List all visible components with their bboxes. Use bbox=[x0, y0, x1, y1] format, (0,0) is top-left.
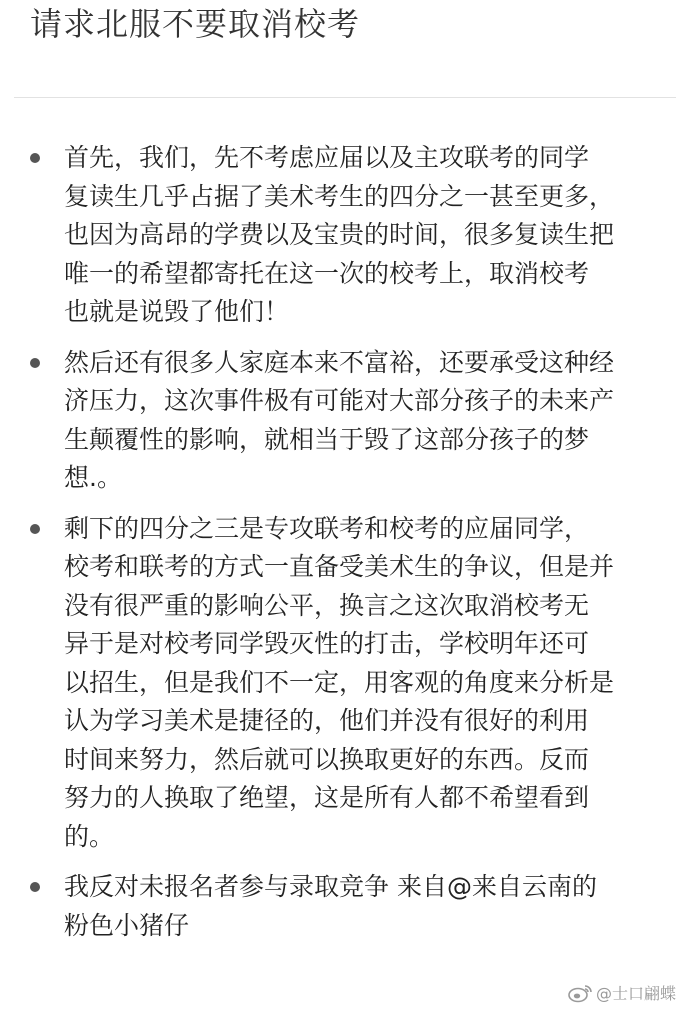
text-line: 唯一的希望都寄托在这一次的校考上，取消校考 bbox=[64, 258, 590, 288]
text-line: 我反对未报名者参与录取竞争 来自@来自云南的 bbox=[64, 872, 597, 901]
list-item bbox=[0, 510, 690, 857]
bullet-dot-icon bbox=[30, 358, 40, 368]
text-line: 的。 bbox=[64, 821, 115, 851]
text-line: 复读生几乎占据了美术考生的四分之一甚至更多， bbox=[64, 181, 615, 211]
text-line: 然后还有很多人家庭本来不富裕，还要承受这种经 bbox=[64, 347, 615, 377]
list-item bbox=[0, 868, 690, 945]
text-line: 粉色小猪仔 bbox=[64, 910, 190, 940]
text-line: 时间来努力，然后就可以换取更好的东西。反而 bbox=[64, 744, 590, 774]
bullet-list bbox=[0, 139, 690, 957]
text-line: 济压力，这次事件极有可能对大部分孩子的未来产 bbox=[64, 386, 615, 415]
bullet-dot-icon bbox=[30, 882, 40, 892]
bullet-dot-icon bbox=[30, 524, 40, 534]
text-line: 以招生，但是我们不一定，用客观的角度来分析是 bbox=[64, 667, 615, 697]
text-line: 首先，我们，先不考虑应届以及主攻联考的同学 bbox=[64, 143, 590, 172]
text-line: 生颠覆性的影响，就相当于毁了这部分孩子的梦 bbox=[64, 424, 590, 454]
weibo-logo-icon bbox=[567, 983, 593, 1003]
text-line: 想.。 bbox=[64, 463, 122, 492]
text-line: 也因为高昂的学费以及宝贵的时间，很多复读生把 bbox=[64, 220, 615, 249]
watermark-text: @士口翩蝶 bbox=[595, 984, 676, 1003]
watermark bbox=[567, 981, 676, 1004]
text-line: 没有很严重的影响公平，换言之这次取消校考无 bbox=[64, 590, 590, 620]
text-line: 努力的人换取了绝望，这是所有人都不希望看到 bbox=[64, 783, 590, 812]
list-item bbox=[0, 139, 690, 332]
divider bbox=[14, 97, 676, 98]
bullet-dot-icon bbox=[30, 153, 40, 163]
text-line: 也就是说毁了他们！ bbox=[64, 297, 290, 326]
text-line: 校考和联考的方式一直备受美术生的争议，但是并 bbox=[64, 552, 615, 581]
text-line: 异于是对校考同学毁灭性的打击，学校明年还可 bbox=[64, 629, 590, 658]
list-item bbox=[0, 344, 690, 498]
page-title: 请求北服不要取消校考 bbox=[30, 5, 361, 43]
text-line: 认为学习美术是捷径的，他们并没有很好的利用 bbox=[64, 706, 590, 735]
text-line: 剩下的四分之三是专攻联考和校考的应届同学， bbox=[64, 513, 590, 543]
